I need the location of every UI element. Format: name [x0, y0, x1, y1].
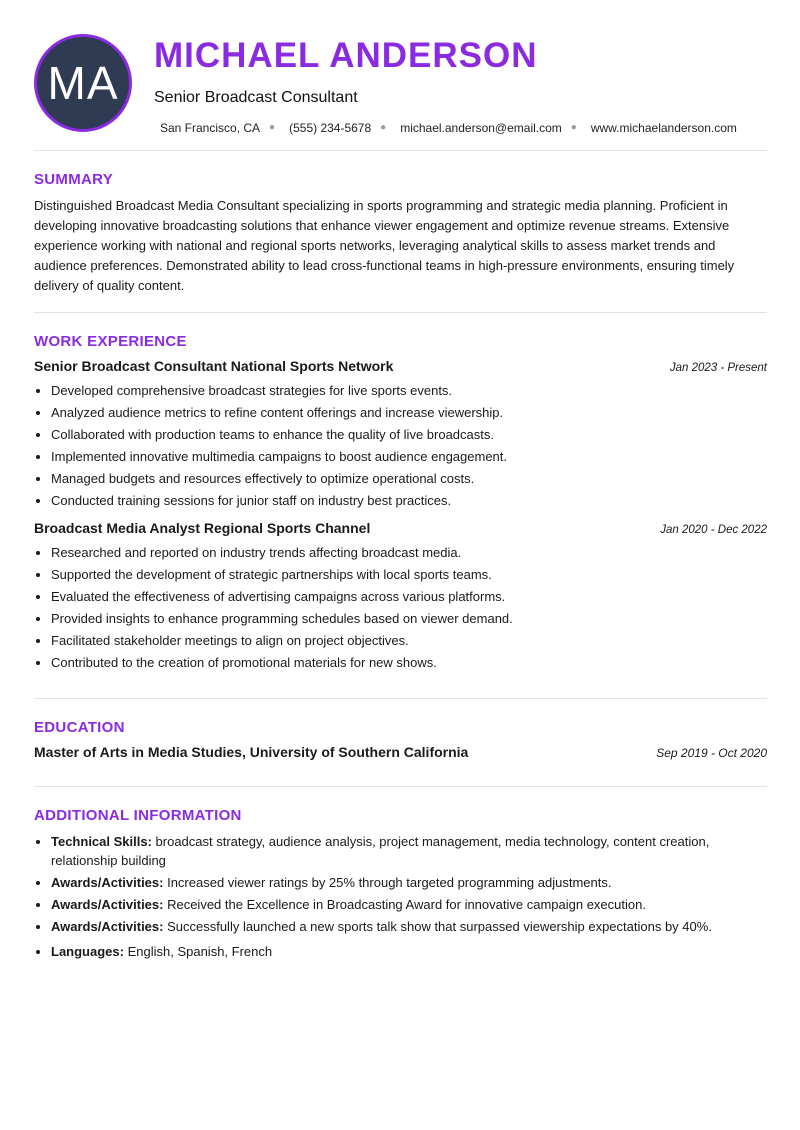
contact-location: San Francisco, CA — [160, 121, 261, 135]
candidate-name: MICHAEL ANDERSON — [154, 36, 538, 75]
job-entry — [34, 358, 767, 512]
section-heading-summary: SUMMARY — [34, 171, 114, 188]
item-label: Languages: — [51, 944, 124, 959]
contact-email[interactable]: michael.anderson@email.com — [400, 121, 562, 135]
additional-section — [34, 787, 767, 961]
section-heading-education: EDUCATION — [34, 719, 125, 736]
item-text: broadcast strategy, audience analysis, project management, media technology, content creation, relationship building — [51, 834, 710, 868]
list-item — [51, 942, 767, 961]
education-date: Sep 2019 - Oct 2020 — [656, 746, 767, 760]
list-item: • Analyzed audience metrics to refine content offerings and increase viewership. — [51, 402, 767, 424]
candidate-role: Senior Broadcast Consultant — [154, 89, 358, 106]
separator-dot-icon: ● — [269, 122, 276, 133]
education-section — [34, 699, 767, 760]
separator-dot-icon: ● — [380, 122, 387, 133]
list-item — [51, 917, 767, 936]
avatar — [34, 34, 132, 132]
item-text: English, Spanish, French — [123, 944, 273, 959]
resume-page — [34, 34, 767, 964]
summary-section — [34, 151, 767, 296]
contact-website[interactable]: www.michaelanderson.com — [590, 121, 737, 135]
contact-row — [160, 121, 737, 135]
item-label: Technical Skills: — [51, 834, 152, 849]
job-entry — [34, 520, 767, 674]
section-heading-additional: ADDITIONAL INFORMATION — [34, 807, 242, 824]
separator-dot-icon: ● — [570, 122, 577, 133]
contact-phone: (555) 234-5678 — [289, 121, 372, 135]
list-item: • Developed comprehensive broadcast strategies for live sports events. — [51, 380, 767, 402]
list-item: • Implemented innovative multimedia campaigns to boost audience engagement. — [51, 446, 767, 468]
resume-header — [34, 34, 767, 150]
list-item: • Contributed to the creation of promotional materials for new shows. — [51, 652, 767, 674]
degree-title: Master of Arts in Media Studies, University of Southern California — [34, 744, 469, 760]
job-bullets — [34, 542, 767, 674]
list-item: • Collaborated with production teams to enhance the quality of live broadcasts. — [51, 424, 767, 446]
job-title: Senior Broadcast Consultant National Sports Network — [34, 358, 394, 374]
list-item: • Facilitated stakeholder meetings to align on project objectives. — [51, 630, 767, 652]
additional-list — [34, 832, 767, 961]
item-text: Increased viewer ratings by 25% through targeted programming adjustments. — [163, 875, 612, 890]
list-item: • Researched and reported on industry trends affecting broadcast media. — [51, 542, 767, 564]
job-date: Jan 2020 - Dec 2022 — [660, 524, 767, 536]
list-item: • Provided insights to enhance programming schedules based on viewer demand. — [51, 608, 767, 630]
item-text: Successfully launched a new sports talk show that surpassed viewership expectations by 40%. — [163, 919, 712, 934]
list-item — [51, 832, 767, 870]
list-item: • Supported the development of strategic partnerships with local sports teams. — [51, 564, 767, 586]
list-item: • Managed budgets and resources effectively to optimize operational costs. — [51, 468, 767, 490]
summary-text: Distinguished Broadcast Media Consultant specializing in sports programming and strategic media planning. Proficient in developing innovative broadcasting solutions that enhance viewer engagement and optimize revenue streams. Extensive experience working with national and regional sports networks, leveraging analytical skills to assess market trends and audience preferences. Demonstrated ability to lead cross-functional teams in high-pressure environments, ensuring timely delivery of quality content. — [34, 198, 735, 293]
item-label: Awards/Activities: — [51, 875, 164, 890]
experience-section — [34, 313, 767, 698]
job-title: Broadcast Media Analyst Regional Sports Channel — [34, 520, 371, 536]
job-date: Jan 2023 - Present — [669, 362, 767, 374]
section-heading-experience: WORK EXPERIENCE — [34, 333, 187, 350]
list-item: • Evaluated the effectiveness of advertising campaigns across various platforms. — [51, 586, 767, 608]
item-text: Received the Excellence in Broadcasting Award for innovative campaign execution. — [163, 897, 646, 912]
item-label: Awards/Activities: — [51, 919, 164, 934]
job-bullets — [34, 380, 767, 512]
list-item — [51, 895, 767, 914]
list-item — [51, 873, 767, 892]
list-item: • Conducted training sessions for junior staff on industry best practices. — [51, 490, 767, 512]
item-label: Awards/Activities: — [51, 897, 164, 912]
avatar-initials: MA — [47, 57, 119, 109]
